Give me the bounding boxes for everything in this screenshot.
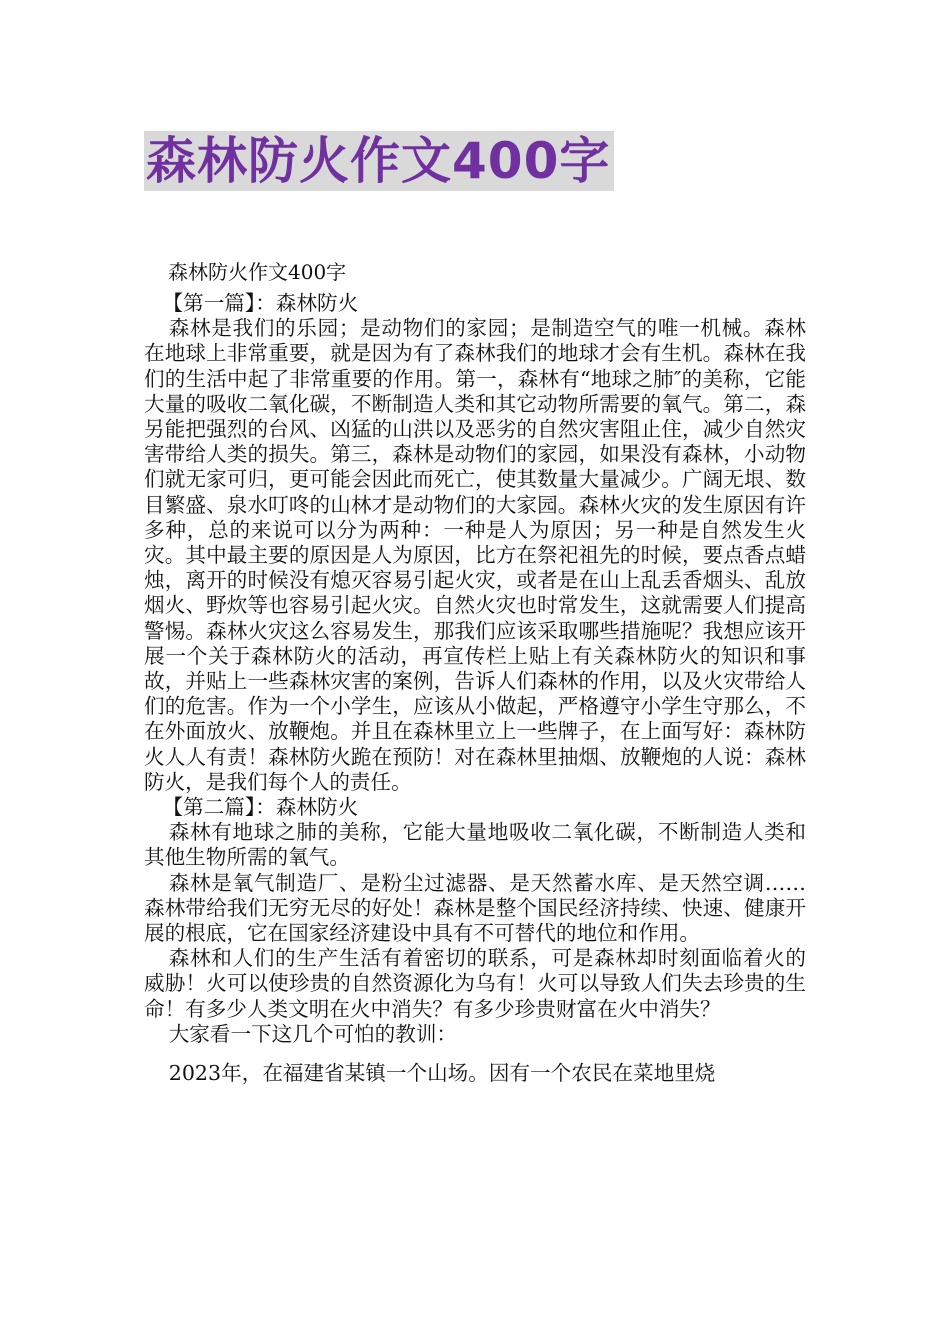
- paragraph: 森林是氧气制造厂、是粉尘过滤器、是天然蓄水库、是天然空调……森林带给我们无穷无尽的好处！森林是整个国民经济持续、快速、健康开展的根底，它在国家经济建设中具有不可替代的地位和作用。: [144, 870, 806, 946]
- title-highlight: [144, 131, 614, 191]
- paragraph: 森林和人们的生产生活有着密切的联系，可是森林却时刻面临着火的威胁！火可以使珍贵的自然资源化为乌有！火可以导致人们失去珍贵的生命！有多少人类文明在火中消失？有多少珍贵财富在火中消失？: [144, 946, 806, 1021]
- document-body: [144, 291, 806, 1086]
- paragraph: 大家看一下这几个可怕的教训：: [168, 1021, 458, 1046]
- paragraph: 2023年，在福建省某镇一个山场。因有一个农民在菜地里烧: [168, 1061, 716, 1086]
- paragraph: 森林是我们的乐园；是动物们的家园；是制造空气的唯一机械。森林在地球上非常重要，就是因为有了森林我们的地球才会有生机。森林在我们的生活中起了非常重要的作用。第一，森林有“地球之肺″的美称，它能大量的吸收二氧化碳，不断制造人类和其它动物所需要的氧气。第二，森另能把强烈的台风、凶猛的山洪以及恶劣的自然灾害阻止住，减少自然灾害带给人类的损失。第三，森林是动物们的家园，如果没有森林，小动物们就无家可归，更可能会因此而死亡，使其数量大量减少。广阔无垠、数目繁盛、泉水叮咚的山林才是动物们的大家园。森林火灾的发生原因有许多种，总的来说可以分为两种：一种是人为原因；另一种是自然发生火灾。其中最主要的原因是人为原因，比方在祭祀祖先的时候，要点香点蜡烛，离开的时候没有熄灭容易引起火灾，或者是在山上乱丢香烟头、乱放烟火、野炊等也容易引起火灾。自然火灾也时常发生，这就需要人们提高警惕。森林火灾这么容易发生，那我们应该采取哪些措施呢？我想应该开展一个关于森林防火的活动，再宣传栏上贴上有关森林防火的知识和事故，并贴上一些森林灾害的案例，告诉人们森林的作用，以及火灾带给人们的危害。作为一个小学生，应该从小做起，严格遵守小学生守那么，不在外面放火、放鞭炮。并且在森林里立上一些牌子，在上面写好：森林防火人人有责！森林防火跪在预防！对在森林里抽烟、放鞭炮的人说：森林防火，是我们每个人的责任。: [144, 316, 806, 794]
- section-heading-2: 【第二篇】：森林防火: [162, 795, 359, 820]
- document-title: 森林防火作文400字: [146, 132, 611, 190]
- paragraph: 森林有地球之肺的美称，它能大量地吸收二氧化碳，不断制造人类和其他生物所需的氧气。: [144, 820, 806, 870]
- document-subtitle: 森林防火作文400字: [168, 260, 347, 284]
- section-heading-1: 【第一篇】：森林防火: [162, 291, 359, 315]
